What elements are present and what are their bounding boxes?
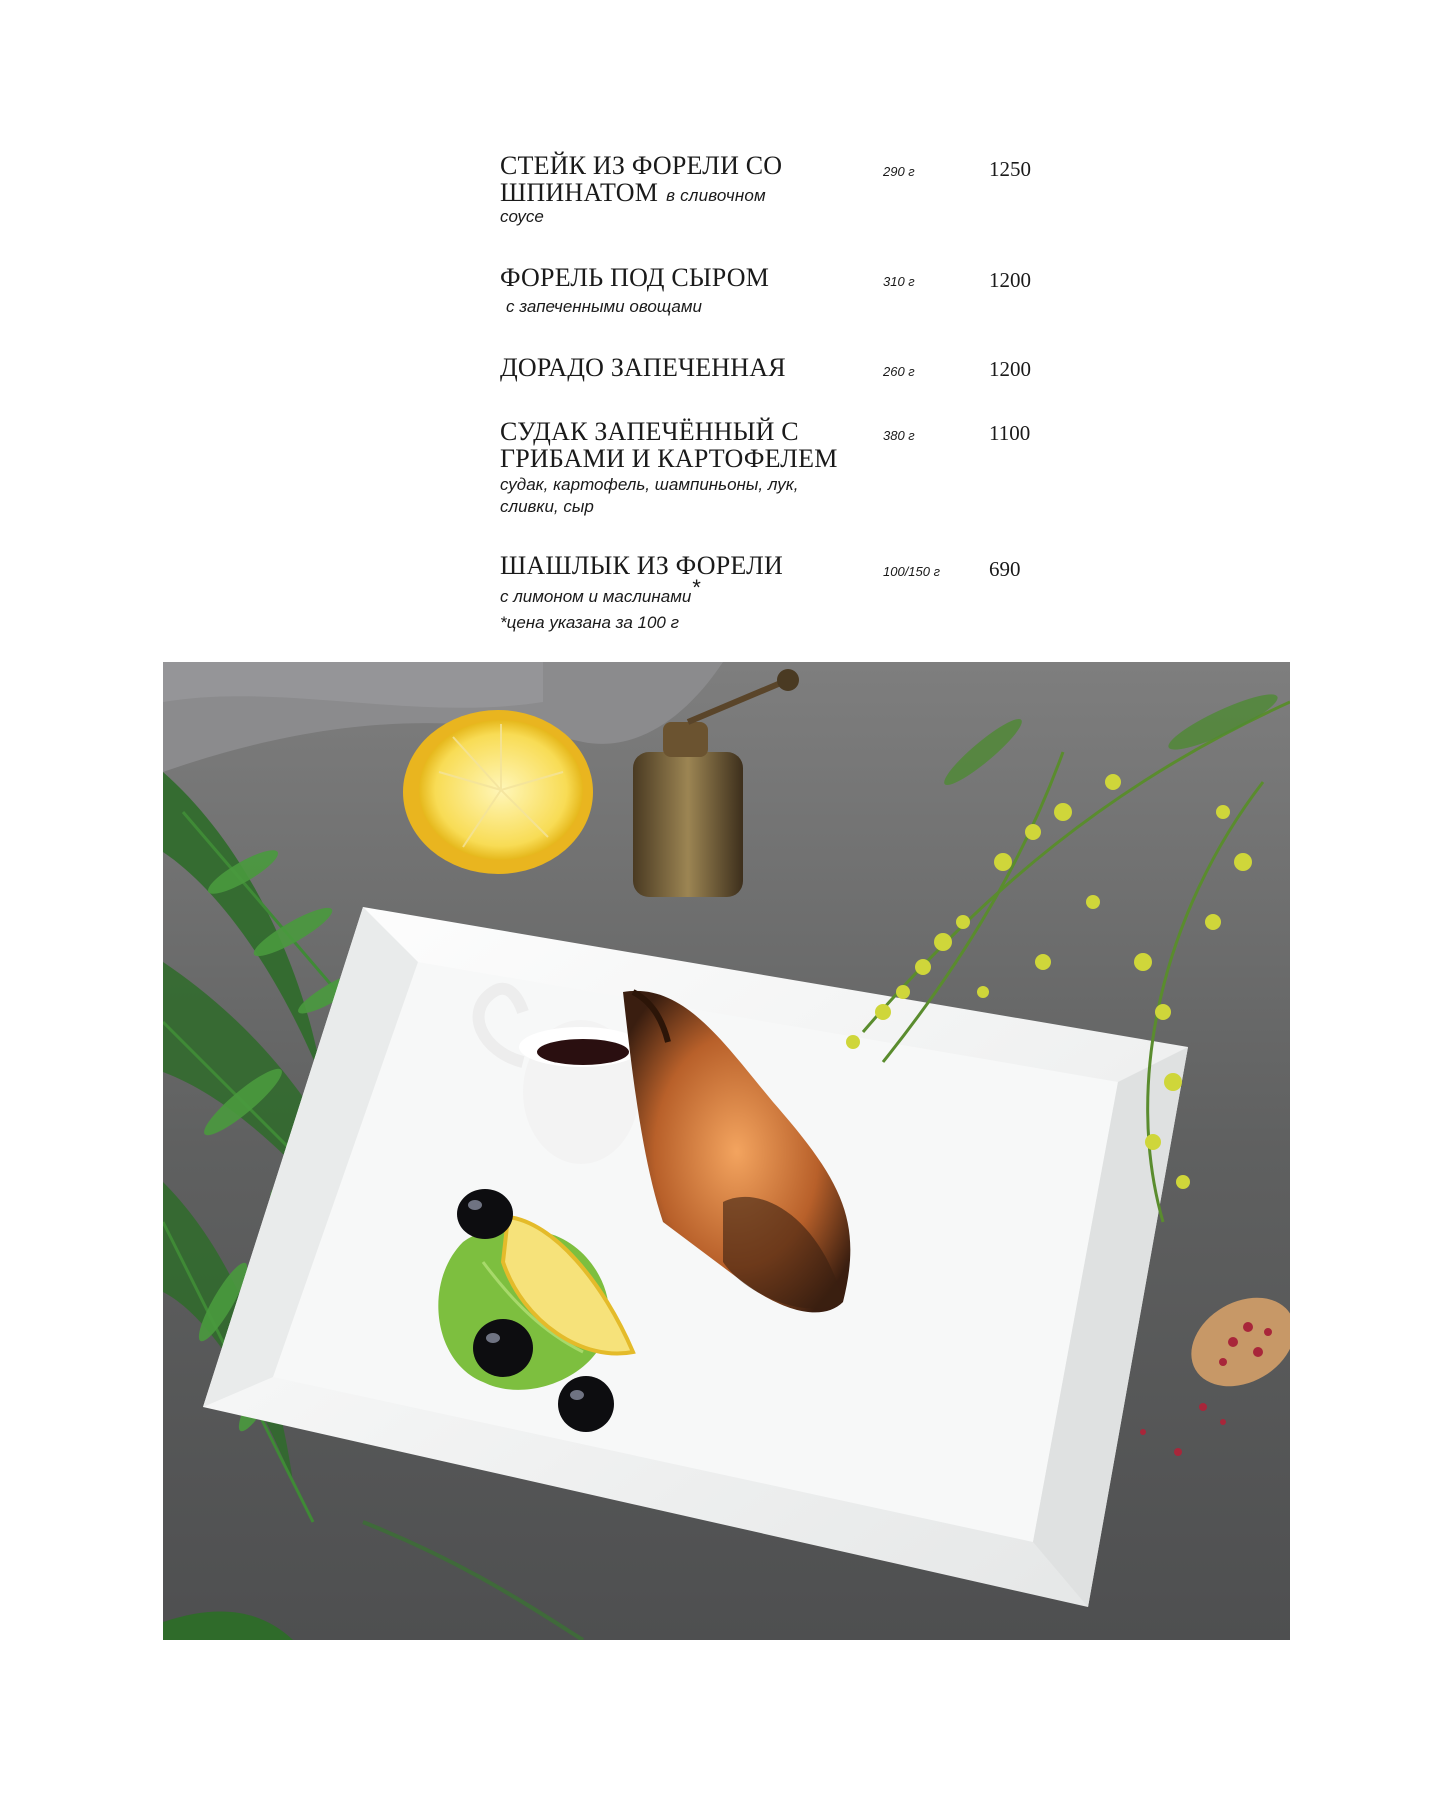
dish-weight: 290 г: [883, 164, 915, 179]
dish-name-line: ШПИНАТОМ: [500, 178, 659, 207]
dish-description: [500, 575, 860, 608]
dish-weight: 310 г: [883, 274, 915, 289]
dish-name-line: СТЕЙК ИЗ ФОРЕЛИ СО: [500, 151, 783, 180]
dish-name: [500, 418, 870, 472]
dish-photo: [163, 662, 1290, 1640]
dish-weight: 380 г: [883, 428, 915, 443]
dish-photo-illustration: [163, 662, 1290, 1640]
asterisk: *: [691, 575, 700, 600]
dish-price: 1250: [989, 157, 1031, 181]
dish-description: соусе: [500, 207, 544, 226]
dish-description: в сливочном: [666, 186, 766, 205]
dish-name: ШАШЛЫК ИЗ ФОРЕЛИ: [500, 551, 783, 580]
dish-description: [500, 474, 860, 518]
dish-weight: 100/150 г: [883, 564, 941, 579]
dish-description-line: сливки, сыр: [500, 497, 594, 516]
dish-name-line: ГРИБАМИ И КАРТОФЕЛЕМ: [500, 444, 838, 473]
dish-name: ФОРЕЛЬ ПОД СЫРОМ: [500, 263, 770, 292]
dish-weight: 260 г: [883, 364, 915, 379]
dish-name-line: СУДАК ЗАПЕЧЁННЫЙ С: [500, 417, 799, 446]
dish-description-line: с лимоном и маслинами: [500, 587, 692, 606]
dish-name: [500, 152, 870, 209]
dish-price: 1200: [989, 268, 1031, 292]
dish-description-line: судак, картофель, шампиньоны, лук,: [500, 475, 799, 494]
dish-name: ДОРАДО ЗАПЕЧЕННАЯ: [500, 353, 786, 382]
dish-price: 1200: [989, 357, 1031, 381]
dish-description: с запеченными овощами: [506, 297, 702, 316]
price-note: *цена указана за 100 г: [500, 613, 679, 632]
dish-price: 1100: [989, 421, 1031, 445]
dish-price: 690: [989, 557, 1021, 581]
